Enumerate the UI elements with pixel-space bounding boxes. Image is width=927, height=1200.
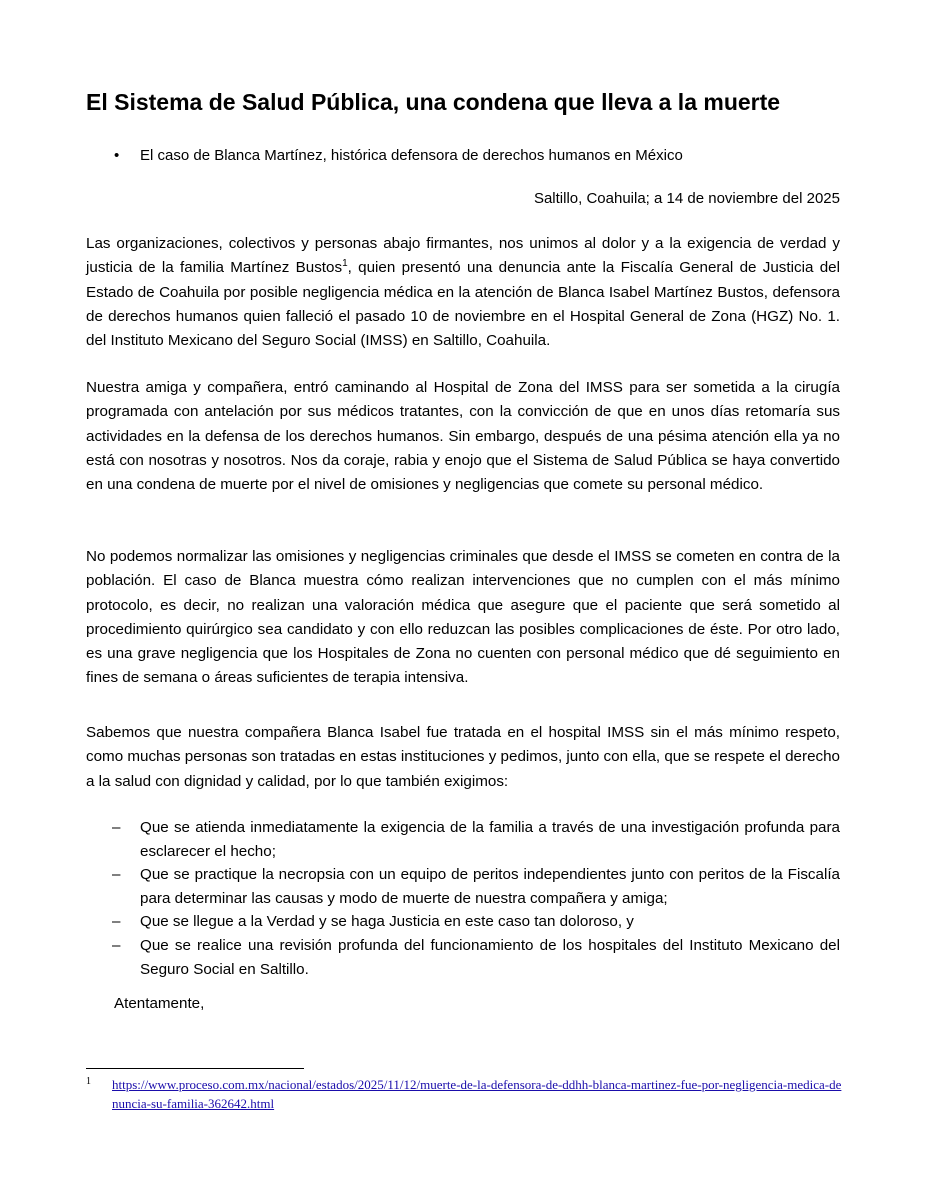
dash-bullet-icon: – <box>112 913 121 931</box>
list-item <box>86 910 840 934</box>
paragraph-intro <box>86 232 840 353</box>
demand-text: Que se realice una revisión profunda del funcionamiento de los hospitales del Instituto Mexicano del Seguro Social en Saltillo. <box>140 936 840 978</box>
bullet-icon: • <box>114 147 120 164</box>
dash-bullet-icon: – <box>112 866 121 884</box>
closing-salutation: Atentamente, <box>114 995 205 1012</box>
paragraph-negligence: No podemos normalizar las omisiones y negligencias criminales que desde el IMSS se cometen en contra de la población. El caso de Blanca muestra cómo realizan intervenciones que no cumplen con el más mínimo protocolo, es decir, no realizan una valoración médica que asegure que el paciente que será sometido al procedimiento quirúrgico sea candidato y con ello reduzcan las posibles complicaciones de éste. Por otro lado, es una grave negligencia que los Hospitales de Zona no cuenten con personal médico que dé seguimiento en fines de semana o áreas suficientes de terapia intensiva. <box>86 548 840 687</box>
document-title: El Sistema de Salud Pública, una condena que lleva a la muerte <box>86 89 781 115</box>
paragraph-testimony: Nuestra amiga y compañera, entró caminando al Hospital de Zona del IMSS para ser sometida a la cirugía programada con antelación por sus médicos tratantes, con la convicción de que en unos días retomaría sus actividades en la defensa de los derechos humanos. Sin embargo, después de una pésima atención ella ya no está con nosotras y nosotros. Nos da coraje, rabia y enojo que el Sistema de Salud Pública se haya convertido en una condena de muerte por el nivel de omisiones y negligencias que comete su personal médico. <box>86 379 840 494</box>
footnote-divider <box>86 1068 304 1069</box>
footnote-reference[interactable]: 1 <box>342 258 348 270</box>
demand-text: Que se practique la necropsia con un equipo de peritos independientes junto con peritos de la Fiscalía para determinar las causas y modo de muerte de nuestra compañera y amiga; <box>140 866 840 907</box>
paragraph-demands-intro: Sabemos que nuestra compañera Blanca Isabel fue tratada en el hospital IMSS sin el más mínimo respeto, como muchas personas son tratadas en estas instituciones y pedimos, junto con ella, que se respete el derecho a la salud con dignidad y calidad, por lo que también exigimos: <box>86 724 840 790</box>
dash-bullet-icon: – <box>112 819 121 836</box>
demand-text: Que se llegue a la Verdad y se haga Justicia en este caso tan doloroso, y <box>140 913 634 931</box>
paragraph-intro-text: Las organizaciones, colectivos y personas abajo firmantes, nos unimos al dolor y a la exigencia de verdad y justicia de la familia Martínez Bustos <box>86 235 840 277</box>
list-item <box>86 863 840 910</box>
demands-list <box>86 816 840 981</box>
list-item <box>86 934 840 981</box>
paragraph-intro-continued: , quien presentó una denuncia ante la Fiscalía General de Justicia del Estado de Coahuila por posible negligencia médica en la atención de Blanca Isabel Martínez Bustos, defensora de derechos humanos quien falleció el pasado 10 de noviembre en el Hospital General de Zona (HGZ) No. 1. del Instituto Mexicano del Seguro Social (IMSS) en Saltillo, Coahuila. <box>86 259 840 350</box>
dash-bullet-icon: – <box>112 936 121 954</box>
footnote-number: 1 <box>86 1076 91 1087</box>
footnote-link[interactable]: https://www.proceso.com.mx/nacional/estados/2025/11/12/muerte-de-la-defensora-de-ddhh-blanca-martinez-fue-por-negligencia-medica-denuncia-su-familia-362642.html <box>112 1077 842 1111</box>
list-item <box>86 816 840 863</box>
subtitle-text: El caso de Blanca Martínez, histórica defensora de derechos humanos en México <box>140 147 683 164</box>
demand-text: Que se atienda inmediatamente la exigencia de la familia a través de una investigación profunda para esclarecer el hecho; <box>140 819 840 860</box>
dateline: Saltillo, Coahuila; a 14 de noviembre del 2025 <box>533 190 840 207</box>
